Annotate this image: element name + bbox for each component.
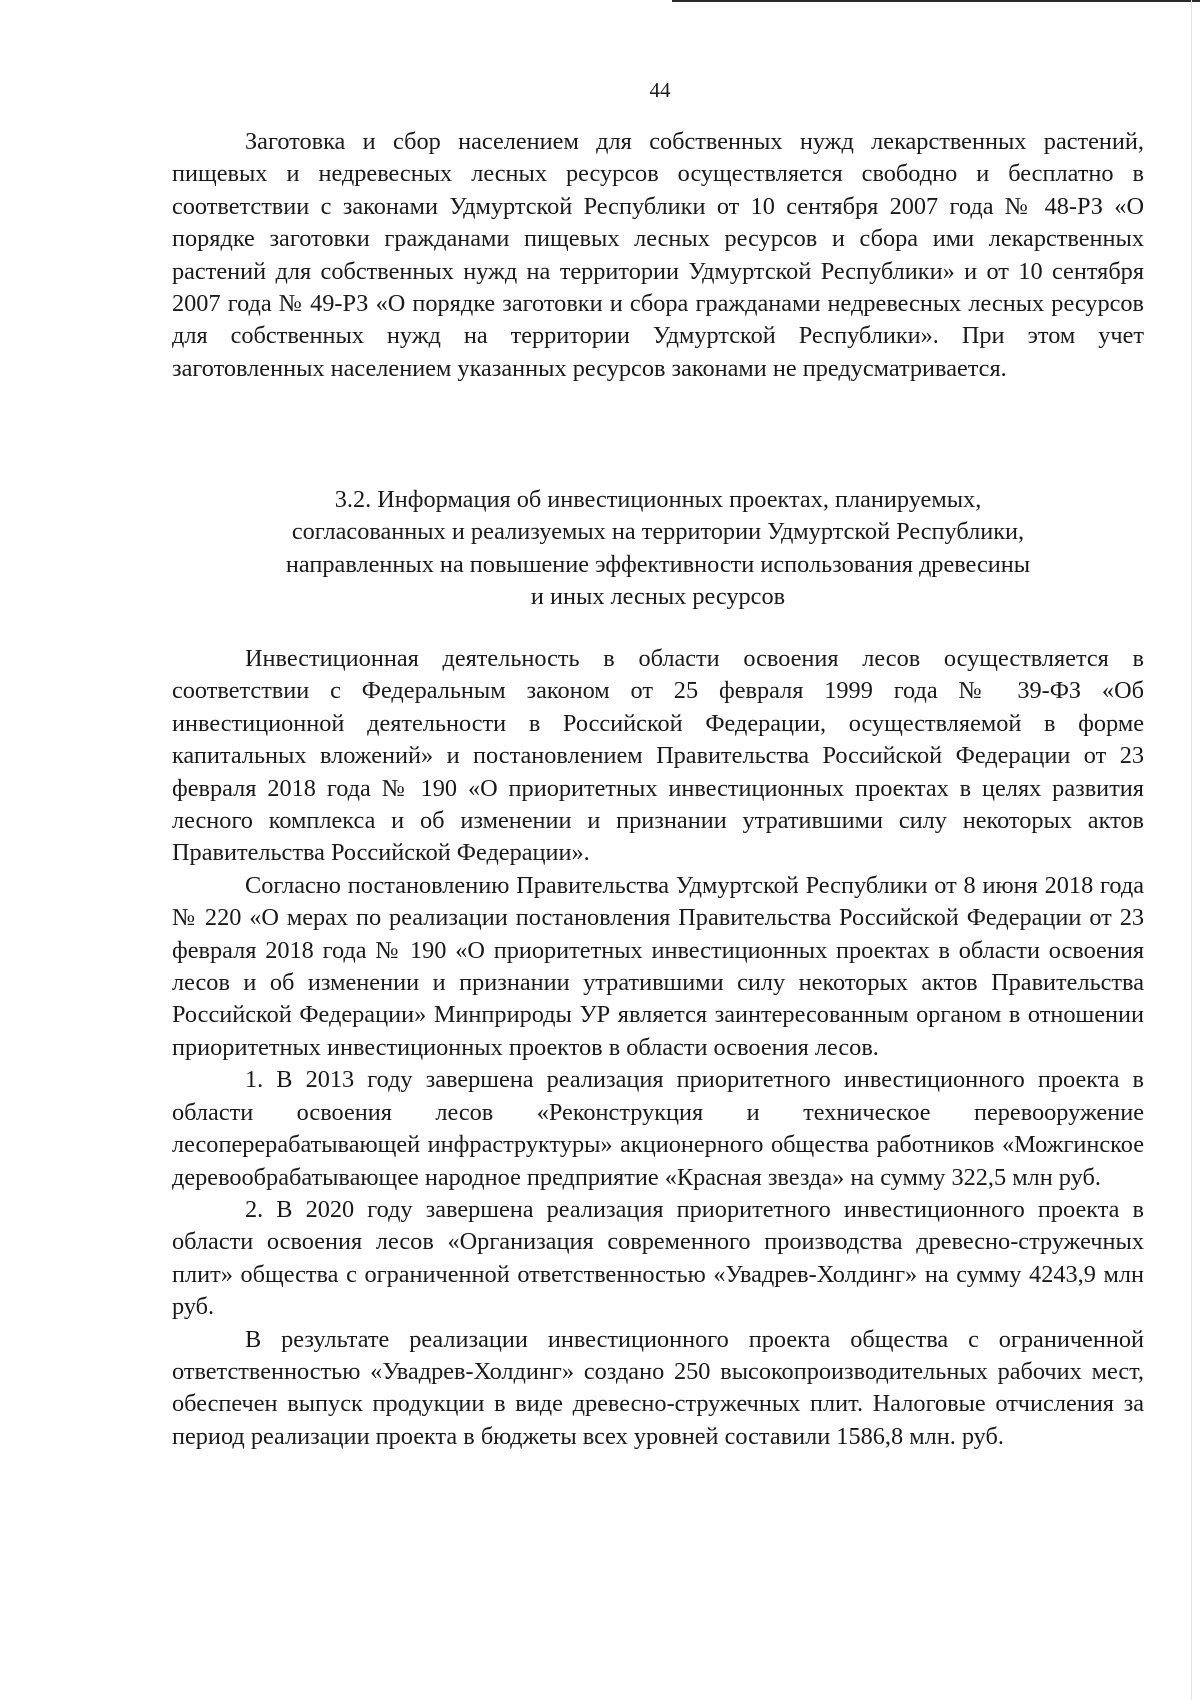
section-heading-line: и иных лесных ресурсов (530, 583, 786, 611)
body-paragraph-project-2013: 1. В 2013 году завершена реализация приоритетного инвестиционного проекта в области освоения лесов «Реконструкция и техническое перевооружение лесоперерабатывающей инфраструктуры» акционерного общества работников «Можгинское деревообрабатывающее народное предприятие «Красная звезда» на сумму 322,5 млн руб. (172, 1066, 1144, 1191)
page-number: 44 (649, 78, 671, 102)
intro-text-block (172, 126, 1144, 385)
body-paragraph-project-2020: 2. В 2020 году завершена реализация приоритетного инвестиционного проекта в области освоения лесов «Организация современного производства древесно-стружечных плит» общества с ограниченной ответственностью «Увадрев-Холдинг» на сумму 4243,9 млн руб. (172, 1195, 1144, 1321)
body-paragraph-udmurt-resolution: Согласно постановлению Правительства Удмуртской Республики от 8 июня 2018 года № 220 «О мерах по реализации постановления Правительства Российской Федерации от 23 февраля 2018 года № 190 «О приоритетных инвестиционных проектах в области освоения лесов и об изменении и признании утратившими силу некоторых актов Правительства Российской Федерации» Минприроды УР является заинтересованным органом в отношении приоритетных инвестиционных проектов в области освоения лесов. (172, 871, 1144, 1061)
section-heading-line: направленных на повышение эффективности использования древесины (285, 550, 1031, 578)
scan-border-top (672, 0, 1200, 2)
body-paragraph-investment-law: Инвестиционная деятельность в области освоения лесов осуществляется в соответствии с Федеральным законом от 25 февраля 1999 года № 39-ФЗ «Об инвестиционной деятельности в Российской Федерации, осуществляемой в форме капитальных вложений» и постановлением Правительства Российской Федерации от 23 февраля 2018 года № 190 «О приоритетных инвестиционных проектах в целях развития лесного комплекса и об изменении и признании утратившими силу некоторых актов Правительства Российской Федерации». (172, 645, 1144, 867)
intro-paragraph: Заготовка и сбор населением для собственных нужд лекарственных растений, пищевых и недревесных лесных ресурсов осуществляется свободно и бесплатно в соответствии с законами Удмуртской Республики от 10 сентября 2007 года № 48-РЗ «О порядке заготовки гражданами пищевых лесных ресурсов и сбора ими лекарственных растений для собственных нужд на территории Удмуртской Республики» и от 10 сентября 2007 года № 49-РЗ «О порядке заготовки и сбора гражданами недревесных лесных ресурсов для собственных нужд на территории Удмуртской Республики». При этом учет заготовленных населением указанных ресурсов законами не предусматривается. (172, 128, 1144, 382)
section-heading-line: 3.2. Информация об инвестиционных проектах, планируемых, (334, 486, 982, 513)
section-heading-line: согласованных и реализуемых на территории Удмуртской Республики, (291, 518, 1025, 546)
scan-border-right (1191, 0, 1192, 1700)
section-body (172, 643, 1144, 1453)
body-paragraph-project-results: В результате реализации инвестиционного проекта общества с ограниченной ответственностью «Увадрев-Холдинг» создано 250 высокопроизводительных рабочих мест, обеспечен выпуск продукции в виде древесно-стружечных плит. Налоговые отчисления за период реализации проекта в бюджеты всех уровней составили 1586,8 млн. руб. (172, 1325, 1144, 1450)
section-heading (172, 484, 1144, 614)
